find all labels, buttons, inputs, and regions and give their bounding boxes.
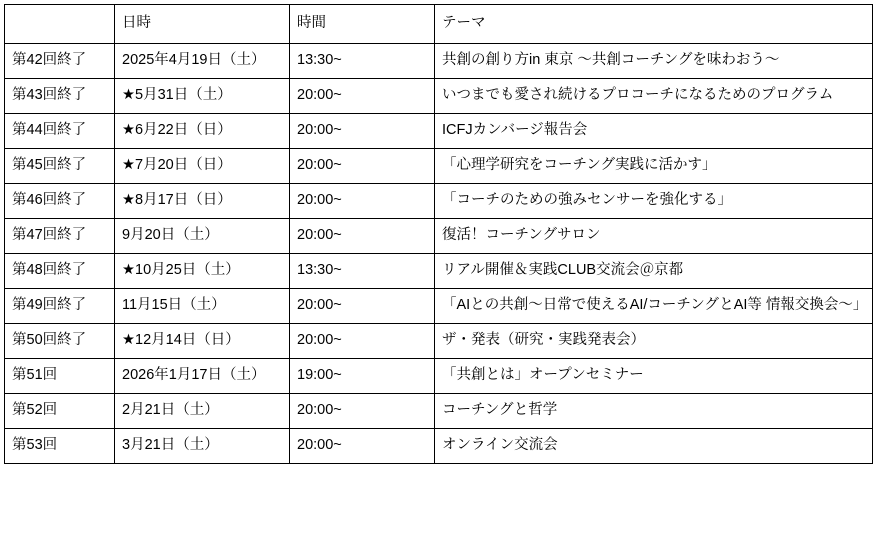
cell-date: 2025年4月19日（土） (115, 44, 290, 79)
table-row (5, 394, 873, 429)
cell-session: 第46回終了 (5, 184, 115, 219)
table-row (5, 184, 873, 219)
cell-session: 第50回終了 (5, 324, 115, 359)
cell-date: ★10月25日（土） (115, 254, 290, 289)
cell-session: 第43回終了 (5, 79, 115, 114)
cell-theme: いつまでも愛され続けるプロコーチになるためのプログラム (435, 79, 873, 114)
cell-time: 20:00~ (290, 184, 435, 219)
cell-time: 20:00~ (290, 79, 435, 114)
cell-date: ★12月14日（日） (115, 324, 290, 359)
table-row (5, 254, 873, 289)
cell-date: 2月21日（土） (115, 394, 290, 429)
cell-session: 第49回終了 (5, 289, 115, 324)
cell-session: 第51回 (5, 359, 115, 394)
cell-session: 第53回 (5, 429, 115, 464)
cell-theme: ザ・発表（研究・実践発表会） (435, 324, 873, 359)
table-header-row (5, 5, 873, 44)
table-row (5, 79, 873, 114)
table-row (5, 149, 873, 184)
cell-theme: オンライン交流会 (435, 429, 873, 464)
cell-session: 第48回終了 (5, 254, 115, 289)
table-row (5, 324, 873, 359)
table-row (5, 114, 873, 149)
cell-theme: 「共創とは」オープンセミナー (435, 359, 873, 394)
cell-time: 13:30~ (290, 254, 435, 289)
table-row (5, 289, 873, 324)
table-header (5, 5, 873, 44)
schedule-table (4, 4, 873, 464)
table-body (5, 44, 873, 464)
cell-theme: ICFJカンバージ報告会 (435, 114, 873, 149)
cell-time: 13:30~ (290, 44, 435, 79)
cell-session: 第47回終了 (5, 219, 115, 254)
cell-session: 第44回終了 (5, 114, 115, 149)
table-row (5, 429, 873, 464)
cell-date: ★7月20日（日） (115, 149, 290, 184)
cell-time: 20:00~ (290, 219, 435, 254)
cell-theme: 「心理学研究をコーチング実践に活かす」 (435, 149, 873, 184)
column-header-date: 日時 (115, 5, 290, 44)
cell-time: 20:00~ (290, 289, 435, 324)
cell-date: 9月20日（土） (115, 219, 290, 254)
cell-date: ★8月17日（日） (115, 184, 290, 219)
table-row (5, 44, 873, 79)
column-header-theme: テーマ (435, 5, 873, 44)
cell-time: 19:00~ (290, 359, 435, 394)
cell-date: 2026年1月17日（土） (115, 359, 290, 394)
cell-date: 11月15日（土） (115, 289, 290, 324)
cell-theme: コーチングと哲学 (435, 394, 873, 429)
cell-theme: 共創の創り方in 東京 〜共創コーチングを味わおう〜 (435, 44, 873, 79)
cell-date: ★5月31日（土） (115, 79, 290, 114)
cell-time: 20:00~ (290, 324, 435, 359)
cell-time: 20:00~ (290, 114, 435, 149)
cell-time: 20:00~ (290, 149, 435, 184)
cell-date: ★6月22日（日） (115, 114, 290, 149)
cell-session: 第42回終了 (5, 44, 115, 79)
cell-theme: リアル開催＆実践CLUB交流会＠京都 (435, 254, 873, 289)
table-row (5, 359, 873, 394)
cell-theme: 「AIとの共創〜日常で使えるAI/コーチングとAI等 情報交換会〜」 (435, 289, 873, 324)
cell-date: 3月21日（土） (115, 429, 290, 464)
column-header-session (5, 5, 115, 44)
cell-time: 20:00~ (290, 394, 435, 429)
cell-session: 第45回終了 (5, 149, 115, 184)
cell-session: 第52回 (5, 394, 115, 429)
cell-theme: 「コーチのための強みセンサーを強化する」 (435, 184, 873, 219)
table-row (5, 219, 873, 254)
cell-time: 20:00~ (290, 429, 435, 464)
column-header-time: 時間 (290, 5, 435, 44)
cell-theme: 復活！コーチングサロン (435, 219, 873, 254)
